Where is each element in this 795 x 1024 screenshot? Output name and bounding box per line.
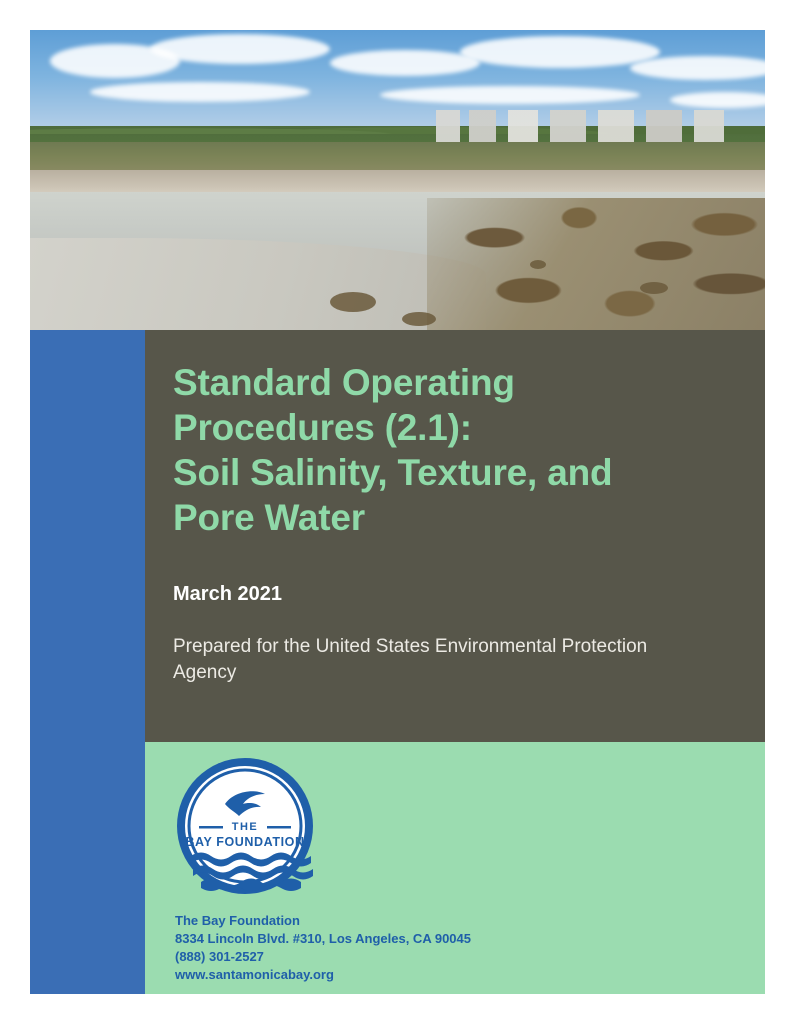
cloud-shape (460, 36, 660, 68)
title-block (145, 330, 765, 742)
organization-address: 8334 Lincoln Blvd. #310, Los Angeles, CA 90045 (175, 930, 471, 946)
cloud-shape (380, 86, 640, 104)
title-line-2: Procedures (2.1): (173, 407, 472, 449)
document-date: March 2021 (173, 582, 282, 605)
svg-text:BAY FOUNDATION: BAY FOUNDATION (185, 835, 305, 849)
cloud-shape (90, 82, 310, 102)
prepared-for-text: Prepared for the United States Environmental Protection Agency (173, 635, 648, 684)
title-line-3: Soil Salinity, Texture, and (173, 452, 613, 494)
svg-text:THE: THE (231, 821, 259, 833)
photo-debris (530, 260, 546, 269)
page-title (173, 360, 725, 541)
photo-debris (640, 282, 668, 294)
cloud-shape (150, 34, 330, 64)
organization-phone: (888) 301-2527 (175, 948, 264, 964)
left-accent-bar (30, 330, 145, 994)
title-line-4: Pore Water (173, 497, 365, 539)
cover-photo (30, 30, 765, 330)
photo-marsh-vegetation (427, 198, 765, 330)
organization-name: The Bay Foundation (175, 913, 300, 928)
organization-website[interactable]: www.santamonicabay.org (175, 966, 334, 982)
the-bay-foundation-logo (175, 756, 315, 896)
organization-contact-info (175, 912, 471, 984)
title-line-1: Standard Operating (173, 362, 515, 403)
photo-debris (330, 292, 376, 312)
photo-debris (402, 312, 436, 326)
footer-block (145, 742, 765, 994)
cloud-shape (330, 50, 480, 76)
